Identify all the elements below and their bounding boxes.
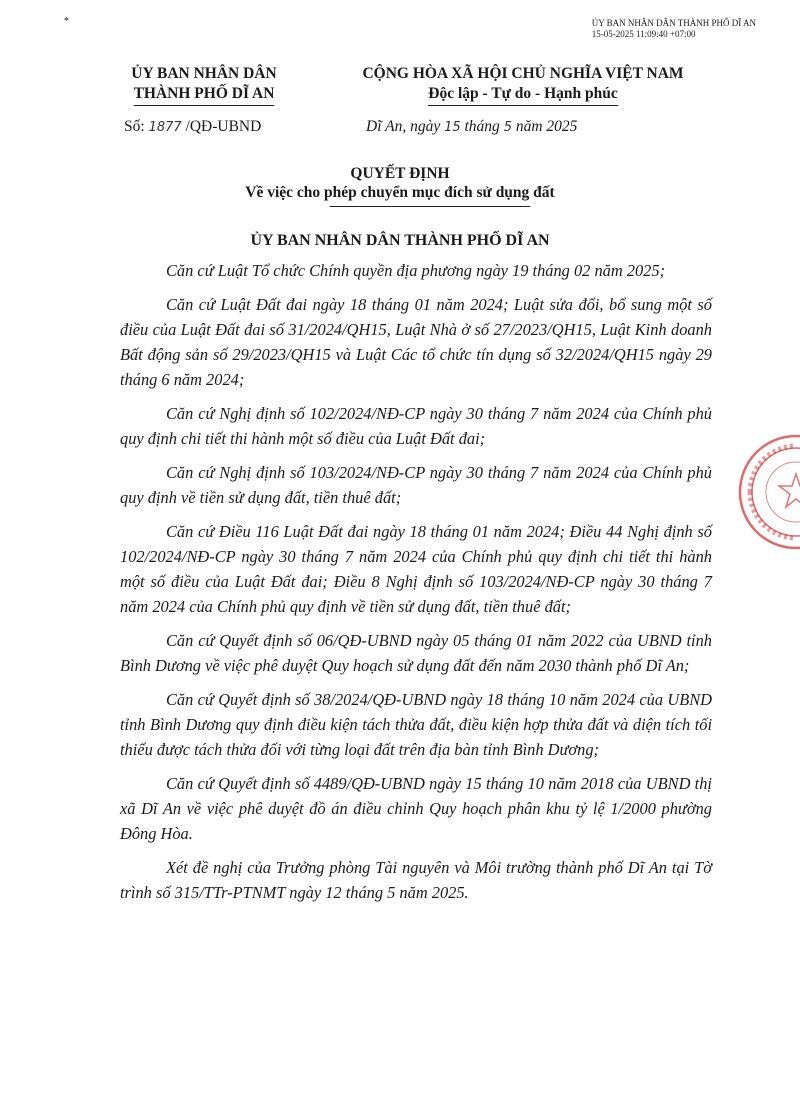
legal-basis-paragraph: Căn cứ Nghị định số 103/2024/NĐ-CP ngày 30 tháng 7 năm 2024 của Chính phủ quy định về tiền sử dụng đất, tiền thuê đất; [120,463,712,507]
date-year: năm 2025 [515,118,578,135]
issuer-line-2: THÀNH PHỐ DĨ AN [134,84,275,106]
digital-signature-stamp [592,18,756,40]
signature-signer: ỦY BAN NHÂN DÂN THÀNH PHỐ DĨ AN [591,18,756,28]
legal-basis-paragraph: Căn cứ Quyết định số 06/QĐ-UBND ngày 05 tháng 01 năm 2022 của UBND tỉnh Bình Dương về việc phê duyệt Quy hoạch sử dụng đất đến năm 2030 thành phố Dĩ An; [120,631,712,675]
legal-basis-paragraph: Căn cứ Luật Tổ chức Chính quyền địa phương ngày 19 tháng 02 năm 2025; [166,261,666,280]
document-subtitle: Về việc cho phép chuyển mục đích sử dụng đất [245,184,555,201]
national-title: CỘNG HÒA XÃ HỘI CHỦ NGHĨA VIỆT NAM [362,65,684,82]
issue-date [366,118,577,136]
legal-basis-paragraph: Căn cứ Điều 116 Luật Đất đai ngày 18 tháng 01 năm 2024; Điều 44 Nghị định số 102/2024/NĐ-CP ngày 30 tháng 7 năm 2024 của Chính phủ quy định chi tiết thi hành một số điều của Luật Đất đai; Điều 8 Nghị định số 103/2024/NĐ-CP ngày 30 tháng 7 năm 2024 của Chính phủ quy định về tiền sử dụng đất, tiền thuê đất; [120,522,712,616]
national-heading [318,64,728,106]
document-title: QUYẾT ĐỊNH [350,165,450,182]
document-number-suffix: /QĐ-UBND [185,118,262,135]
margin-mark: * [64,16,69,27]
national-motto: Độc lập - Tự do - Hạnh phúc [428,84,617,106]
signature-timestamp: 15-05-2025 11:09:40 +07:00 [591,29,696,39]
issuer-line-1: ỦY BAN NHÂN DÂN [131,65,277,82]
proposal-paragraph: Xét đề nghị của Trưởng phòng Tài nguyên và Môi trường thành phố Dĩ An tại Tờ trình số 315/TTr-PTNMT ngày 12 tháng 5 năm 2025. [120,858,712,902]
date-month: 5 [503,120,512,135]
date-month-label: tháng [464,118,500,135]
authority-heading: ỦY BAN NHÂN DÂN THÀNH PHỐ DĨ AN [250,232,550,249]
legal-basis-paragraph: Căn cứ Quyết định số 4489/QĐ-UBND ngày 15 tháng 10 năm 2018 của UBND thị xã Dĩ An về việc phê duyệt đồ án điều chỉnh Quy hoạch phân khu tỷ lệ 1/2000 phường Đông Hòa. [120,774,712,843]
subtitle-divider [330,206,530,207]
official-seal-icon [736,432,800,552]
document-number-handwritten: 1877 [148,120,182,135]
legal-basis-paragraph: Căn cứ Luật Đất đai ngày 18 tháng 01 năm 2024; Luật sửa đổi, bổ sung một số điều của Luật Đất đai số 31/2024/QH15, Luật Nhà ở số 27/2023/QH15, Luật Kinh doanh Bất động sản số 29/2023/QH15 và Luật Các tổ chức tín dụng số 32/2024/QH15 ngày 29 tháng 6 năm 2024; [120,295,712,389]
issuing-agency [104,64,304,106]
document-number-prefix: Số: [124,118,145,135]
date-place: Dĩ An, ngày [366,118,441,135]
legal-basis-paragraph: Căn cứ Quyết định số 38/2024/QĐ-UBND ngày 18 tháng 10 năm 2024 của UBND tỉnh Bình Dương quy định điều kiện tách thửa đất, điều kiện hợp thửa đất và diện tích tối thiểu được tách thửa đối với từng loại đất trên địa bàn tỉnh Bình Dương; [120,690,712,759]
legal-basis-paragraph: Căn cứ Nghị định số 102/2024/NĐ-CP ngày 30 tháng 7 năm 2024 của Chính phủ quy định chi tiết thi hành một số điều của Luật Đất đai; [120,404,712,448]
document-body [120,258,712,914]
date-day: 15 [444,120,461,135]
document-number [124,118,261,136]
